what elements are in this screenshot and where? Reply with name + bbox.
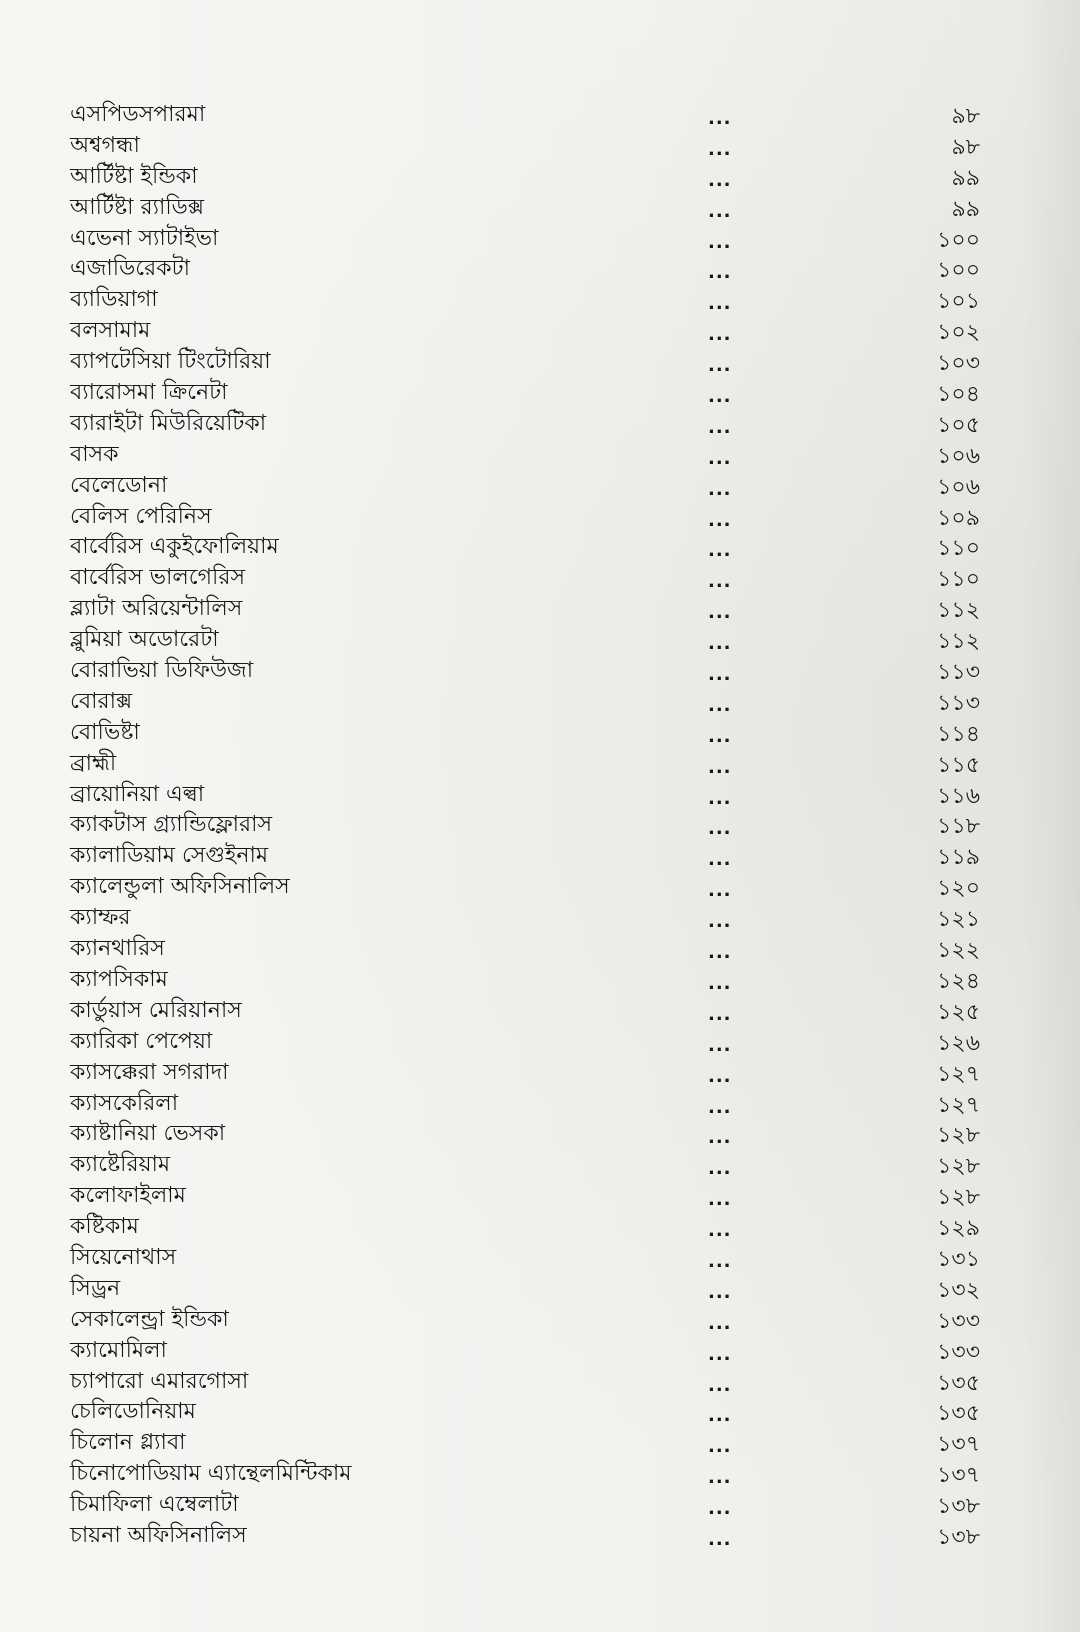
toc-entry (70, 1274, 990, 1305)
page-number: ১২৮ (937, 1154, 980, 1180)
page-shadow (1020, 0, 1080, 1632)
dot-leader: ... (708, 911, 732, 933)
dot-leader: ... (708, 725, 732, 747)
page-number: ১০৫ (937, 412, 980, 438)
entry-title: বেলিস পেরিনিস (70, 503, 212, 529)
entry-title: বার্বেরিস একুইফোলিয়াম (70, 534, 279, 560)
page-number: ৯৮ (951, 134, 980, 160)
dot-leader: ... (708, 169, 732, 191)
page-number: ৯৯ (951, 196, 980, 222)
dot-leader: ... (708, 1250, 732, 1272)
entry-title: ক্যাপসিকাম (70, 966, 168, 992)
entry-title: আর্টিষ্টা র‍্যাডিক্স (70, 194, 205, 220)
page-number: ১২৭ (937, 1092, 980, 1118)
entry-title: অশ্বগন্ধা (70, 132, 140, 158)
toc-entry (70, 1521, 990, 1552)
entry-title: ব্রায়োনিয়া এল্বা (70, 781, 205, 807)
entry-title: ক্যাষ্টানিয়া ভেসকা (70, 1121, 226, 1147)
page-number: ১২৮ (937, 1123, 980, 1149)
toc-entry (70, 687, 990, 718)
entry-title: বোভিষ্টা (70, 719, 140, 745)
entry-title: কলোফাইলাম (70, 1183, 186, 1209)
toc-entry (70, 409, 990, 440)
page-number: ১০২ (937, 320, 980, 346)
toc-entry (70, 1336, 990, 1367)
entry-title: ক্যাসকেরিলা (70, 1090, 179, 1116)
page-number: ১২৬ (937, 1030, 980, 1056)
dot-leader: ... (708, 1158, 732, 1180)
entry-title: চ্যাপারো এমারগোসা (70, 1368, 249, 1394)
entry-title: ব্ল্যাটা অরিয়েন্টালিস (70, 596, 243, 622)
dot-leader: ... (708, 138, 732, 160)
entry-title: বার্বেরিস ভালগেরিস (70, 565, 245, 591)
toc-entry (70, 162, 990, 193)
entry-title: ক্যাম্ফর (70, 905, 131, 931)
toc-entry (70, 1490, 990, 1521)
dot-leader: ... (708, 972, 732, 994)
toc-entry (70, 193, 990, 224)
toc-entry (70, 100, 990, 131)
toc-entry (70, 656, 990, 687)
page-number: ১৩৩ (937, 1308, 980, 1334)
entry-title: বোরাভিয়া ডিফিউজা (70, 658, 254, 684)
page-number: ১২৯ (937, 1216, 980, 1242)
page-number: ১২২ (937, 938, 980, 964)
toc-entry (70, 1058, 990, 1089)
entry-title: বলসামাম (70, 318, 151, 344)
dot-leader: ... (708, 1467, 732, 1489)
toc-entry (70, 1150, 990, 1181)
entry-title: ব্যাপটেসিয়া টিংটোরিয়া (70, 349, 271, 375)
entry-title: ক্যাকটাস গ্র্যান্ডিফ্লোরাস (70, 812, 273, 838)
entry-title: ব্রাহ্মী (70, 750, 117, 776)
page-number: ১১৫ (937, 752, 980, 778)
dot-leader: ... (708, 756, 732, 778)
page-number: ১০৩ (937, 351, 980, 377)
toc-entry (70, 996, 990, 1027)
toc-entry (70, 502, 990, 533)
dot-leader: ... (708, 478, 732, 500)
toc-entry (70, 965, 990, 996)
toc-entry (70, 841, 990, 872)
entry-title: ক্যালাডিয়াম সেগুইনাম (70, 843, 269, 869)
toc-entry (70, 532, 990, 563)
toc-entry (70, 131, 990, 162)
entry-title: ক্যামোমিলা (70, 1337, 167, 1363)
toc-entry (70, 780, 990, 811)
toc-entry (70, 1212, 990, 1243)
page-number: ১৩৮ (937, 1524, 980, 1550)
dot-leader: ... (708, 1436, 732, 1458)
page-number: ১০৬ (937, 474, 980, 500)
entry-title: চেলিডোনিয়াম (70, 1399, 196, 1425)
page-number: ১১৯ (937, 845, 980, 871)
dot-leader: ... (708, 200, 732, 222)
entry-title: সেকালেন্ড্রা ইন্ডিকা (70, 1306, 229, 1332)
entry-title: সিড্রন (70, 1275, 121, 1301)
toc-entry (70, 378, 990, 409)
toc-entry (70, 563, 990, 594)
page-number: ১১৬ (937, 783, 980, 809)
toc-entry (70, 471, 990, 502)
dot-leader: ... (708, 942, 732, 964)
page-number: ১২৪ (937, 968, 980, 994)
dot-leader: ... (708, 664, 732, 686)
page-number: ১১৪ (937, 721, 980, 747)
entry-title: ক্যাষ্টেরিয়াম (70, 1152, 171, 1178)
dot-leader: ... (708, 386, 732, 408)
toc-entry (70, 1181, 990, 1212)
dot-leader: ... (708, 108, 732, 129)
toc-entry (70, 347, 990, 378)
dot-leader: ... (708, 293, 732, 315)
dot-leader: ... (708, 262, 732, 284)
entry-title: ক্যালেন্ডুলা অফিসিনালিস (70, 874, 290, 900)
toc-entry (70, 440, 990, 471)
toc-entry (70, 1119, 990, 1150)
toc-entry (70, 749, 990, 780)
page-number: ১৩৮ (937, 1494, 980, 1520)
page-number: ১১৩ (937, 690, 980, 716)
entry-title: এজাডিরেকটা (70, 256, 190, 282)
dot-leader: ... (708, 1096, 732, 1118)
page-number: ১১৩ (937, 660, 980, 686)
entry-title: কষ্টিকাম (70, 1214, 139, 1240)
dot-leader: ... (708, 1003, 732, 1025)
toc-entry (70, 1305, 990, 1336)
page-number: ১৩৭ (937, 1432, 980, 1458)
dot-leader: ... (708, 818, 732, 840)
dot-leader: ... (708, 1374, 732, 1396)
dot-leader: ... (708, 1127, 732, 1149)
page-number: ১২৭ (937, 1061, 980, 1087)
entry-title: আর্টিষ্টা ইন্ডিকা (70, 163, 198, 189)
page-number: ১১২ (937, 629, 980, 655)
page-number: ১৩৭ (937, 1463, 980, 1489)
toc-entry (70, 810, 990, 841)
entry-title: চিনোপোডিয়াম এ্যান্থেলমিন্টিকাম (70, 1461, 352, 1487)
page-number: ৯৯ (951, 165, 980, 191)
entry-title: চায়না অফিসিনালিস (70, 1522, 247, 1548)
toc-entry (70, 285, 990, 316)
dot-leader: ... (708, 416, 732, 438)
entry-title: ক্যানথারিস (70, 936, 165, 962)
dot-leader: ... (708, 571, 732, 593)
toc-entry (70, 1027, 990, 1058)
dot-leader: ... (708, 509, 732, 531)
page-number: ১২৮ (937, 1185, 980, 1211)
entry-title: চিলোন গ্ল্যাবা (70, 1430, 186, 1456)
toc-entry (70, 1243, 990, 1274)
dot-leader: ... (708, 849, 732, 871)
entry-title: কার্ডুয়াস মেরিয়ানাস (70, 997, 242, 1023)
dot-leader: ... (708, 1065, 732, 1087)
entry-title: ব্যারোসমা ক্রিনেটা (70, 380, 228, 406)
dot-leader: ... (708, 324, 732, 346)
page-number: ১০৬ (937, 443, 980, 469)
page-number: ১০৪ (937, 382, 980, 408)
entry-title: ক্যারিকা পেপেয়া (70, 1028, 213, 1054)
toc-entry (70, 1459, 990, 1490)
page-number: ১৩১ (937, 1246, 980, 1272)
toc-entry (70, 903, 990, 934)
dot-leader: ... (708, 1220, 732, 1242)
page-number: ১১০ (937, 536, 980, 562)
page-number: ১০১ (937, 289, 980, 315)
page-number: ১৩২ (937, 1277, 980, 1303)
dot-leader: ... (708, 1498, 732, 1520)
page-number: ১২৫ (937, 999, 980, 1025)
page-number: ১০৯ (937, 505, 980, 531)
page-number: ১১৮ (937, 814, 980, 840)
toc-entry (70, 1089, 990, 1120)
dot-leader: ... (708, 787, 732, 809)
page-number: ১৩৫ (937, 1370, 980, 1396)
entry-title: চিমাফিলা এম্বেলাটা (70, 1492, 239, 1518)
table-of-contents (70, 100, 990, 1552)
entry-title: বেলেডোনা (70, 472, 168, 498)
page-number: ১০০ (937, 258, 980, 284)
toc-entry (70, 224, 990, 255)
dot-leader: ... (708, 540, 732, 562)
dot-leader: ... (708, 447, 732, 469)
page-number: ১১০ (937, 567, 980, 593)
entry-title: ব্যারাইটা মিউরিয়েটিকা (70, 410, 267, 436)
toc-entry (70, 1397, 990, 1428)
entry-title: সিয়েনোথাস (70, 1244, 177, 1270)
dot-leader: ... (708, 1343, 732, 1365)
toc-entry (70, 594, 990, 625)
dot-leader: ... (708, 1281, 732, 1303)
entry-title: বাসক (70, 441, 119, 467)
page-number: ১২১ (937, 907, 980, 933)
page-number: ১৩৫ (937, 1401, 980, 1427)
dot-leader: ... (708, 1528, 732, 1550)
entry-title: বোরাক্স (70, 688, 133, 714)
page-number: ১০০ (937, 227, 980, 253)
page-number: ৯৮ (951, 104, 980, 129)
toc-entry (70, 718, 990, 749)
page-number: ১৩৩ (937, 1339, 980, 1365)
dot-leader: ... (708, 1312, 732, 1334)
toc-entry (70, 1367, 990, 1398)
dot-leader: ... (708, 1189, 732, 1211)
entry-title: ব্যাডিয়াগা (70, 287, 158, 313)
toc-entry (70, 316, 990, 347)
dot-leader: ... (708, 1405, 732, 1427)
dot-leader: ... (708, 355, 732, 377)
toc-entry (70, 625, 990, 656)
toc-entry (70, 254, 990, 285)
entry-title: ব্লুমিয়া অডোরেটা (70, 627, 219, 653)
toc-entry (70, 934, 990, 965)
dot-leader: ... (708, 880, 732, 902)
entry-title: ক্যাসক্কেরা সগরাদা (70, 1059, 229, 1085)
entry-title: এভেনা স্যাটাইভা (70, 225, 219, 251)
dot-leader: ... (708, 602, 732, 624)
dot-leader: ... (708, 633, 732, 655)
dot-leader: ... (708, 231, 732, 253)
toc-entry (70, 872, 990, 903)
dot-leader: ... (708, 1034, 732, 1056)
toc-entry (70, 1428, 990, 1459)
dot-leader: ... (708, 694, 732, 716)
page-number: ১১২ (937, 598, 980, 624)
entry-title: এসপিডসপারমা (70, 102, 206, 127)
page-number: ১২০ (937, 876, 980, 902)
